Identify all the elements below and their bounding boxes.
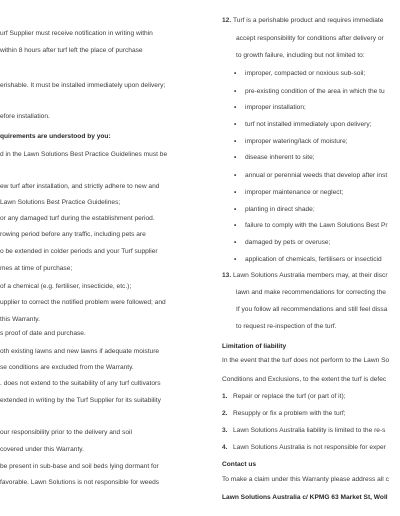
item-13-line-1: 13. Lawn Solutions Australia members may, at their discr <box>222 272 388 279</box>
body-text-line: rowing period before any traffic, including pets are <box>0 231 146 238</box>
item-13-number: 13. <box>222 272 232 279</box>
remedy-item: 3. Lawn Solutions Australia liability is limited to the re-s <box>222 427 386 434</box>
contact-line: To make a claim under this Warranty please address all c <box>222 476 389 483</box>
item-13-line-3: If you follow all recommendations and still feel dissa <box>236 306 388 313</box>
body-text-line: urf Supplier must receive notification in writing within <box>0 30 153 37</box>
body-text-line: . does not extend to the suitability of any turf cultivators <box>0 380 161 387</box>
exclusion-bullet-item: • turf not installed immediately upon delivery; <box>234 121 372 128</box>
body-text-line: upplier to correct the notified problem were followed; and <box>0 299 166 306</box>
bullet-marker: • <box>234 88 237 95</box>
item-13-line-2: lawn and make recommendations for correcting the <box>236 289 386 296</box>
exclusion-bullet-item: • improper, compacted or noxious sub-soil; <box>234 70 366 77</box>
body-text-line: favorable. Lawn Solutions is not responsible for weeds <box>0 479 160 486</box>
body-text-line: our responsibility prior to the delivery and soil <box>0 429 132 436</box>
item-12-line-2: accept responsibility for conditions after delivery or <box>236 35 384 42</box>
body-text-line: oth existing lawns and new lawns if adequate moisture <box>0 348 160 355</box>
body-text-line: o be extended in colder periods and your Turf supplier <box>0 248 158 255</box>
item-12-line-1: 12. Turf is a perishable product and requires immediate <box>222 17 384 24</box>
body-text-line: Lawn Solutions Best Practice Guidelines; <box>0 199 121 206</box>
remedy-number: 1. <box>222 393 228 400</box>
body-text-line: efore installation. <box>0 113 50 120</box>
right-column <box>222 0 400 516</box>
contact-heading: Contact us <box>222 461 257 468</box>
body-text-line: mes at time of purchase; <box>0 265 73 272</box>
bullet-marker: • <box>234 154 237 161</box>
remedy-number: 2. <box>222 410 228 417</box>
remedy-item: 2. Resupply or fix a problem with the turf; <box>222 410 346 417</box>
bullet-marker: • <box>234 222 237 229</box>
contact-address: Lawn Solutions Australia c/ KPMG 63 Market St, Woll <box>222 494 388 501</box>
body-text-line: d in the Lawn Solutions Best Practice Guidelines must be <box>0 151 168 158</box>
exclusion-bullet-item: • improper maintenance or neglect; <box>234 189 344 196</box>
remedy-number: 4. <box>222 444 228 451</box>
exclusion-bullet-item: • pre-existing condition of the area in which the tu <box>234 88 385 95</box>
body-text-line: se conditions are excluded from the Warranty. <box>0 364 134 371</box>
remedy-number: 3. <box>222 427 228 434</box>
exclusion-bullet-item: • disease inherent to site; <box>234 154 315 161</box>
body-text-line: of a chemical (e.g. fertiliser, insecticide, etc.); <box>0 283 132 290</box>
exclusion-bullet-item: • damaged by pets or overuse; <box>234 239 331 246</box>
item-12-number: 12. <box>222 17 232 24</box>
exclusion-bullet-item: • planting in direct shade; <box>234 206 315 213</box>
bullet-marker: • <box>234 239 237 246</box>
remedy-item: 1. Repair or replace the turf (or part of it); <box>222 393 346 400</box>
body-text-line: be present in sub-base and soil beds lying dormant for <box>0 463 159 470</box>
exclusion-bullet-item: • improper watering/lack of moisture; <box>234 138 348 145</box>
body-text-line: covered under this Warranty. <box>0 446 84 453</box>
bullet-marker: • <box>234 138 237 145</box>
body-text-line: erishable. It must be installed immediately upon delivery; <box>0 82 166 89</box>
remedy-item: 4. Lawn Solutions Australia is not responsible for exper <box>222 444 386 451</box>
section-heading: quirements are understood by you: <box>0 133 111 140</box>
body-text-line: s proof of date and purchase. <box>0 330 86 337</box>
exclusion-bullet-item: • failure to comply with the Lawn Solutions Best Pr <box>234 222 388 229</box>
exclusion-bullet-item: • improper installation; <box>234 104 306 111</box>
exclusion-bullet-item: • application of chemicals, fertilisers or insecticid <box>234 256 382 263</box>
liability-heading: Limitation of liability <box>222 343 287 350</box>
bullet-marker: • <box>234 206 237 213</box>
body-text-line: this Warranty. <box>0 316 40 323</box>
bullet-marker: • <box>234 70 237 77</box>
bullet-marker: • <box>234 104 237 111</box>
liability-line-1: In the event that the turf does not perform to the Lawn So <box>222 357 390 364</box>
bullet-marker: • <box>234 172 237 179</box>
body-text-line: within 8 hours after turf left the place of purchase <box>0 47 143 54</box>
bullet-marker: • <box>234 121 237 128</box>
left-column <box>0 0 196 516</box>
body-text-line: extended in writing by the Turf Supplier for its suitability <box>0 397 161 404</box>
exclusion-bullet-item: • annual or perennial weeds that develop after inst <box>234 172 388 179</box>
body-text-line: or any damaged turf during the establishment period. <box>0 215 155 222</box>
body-text-line: ew turf after installation, and strictly adhere to new and <box>0 183 160 190</box>
item-13-line-4: to request re-inspection of the turf. <box>236 323 337 330</box>
bullet-marker: • <box>234 189 237 196</box>
liability-line-2: Conditions and Exclusions, to the extent the turf is defec <box>222 376 387 383</box>
item-12-line-3: to growth failure, including but not limited to: <box>236 52 365 59</box>
bullet-marker: • <box>234 256 237 263</box>
